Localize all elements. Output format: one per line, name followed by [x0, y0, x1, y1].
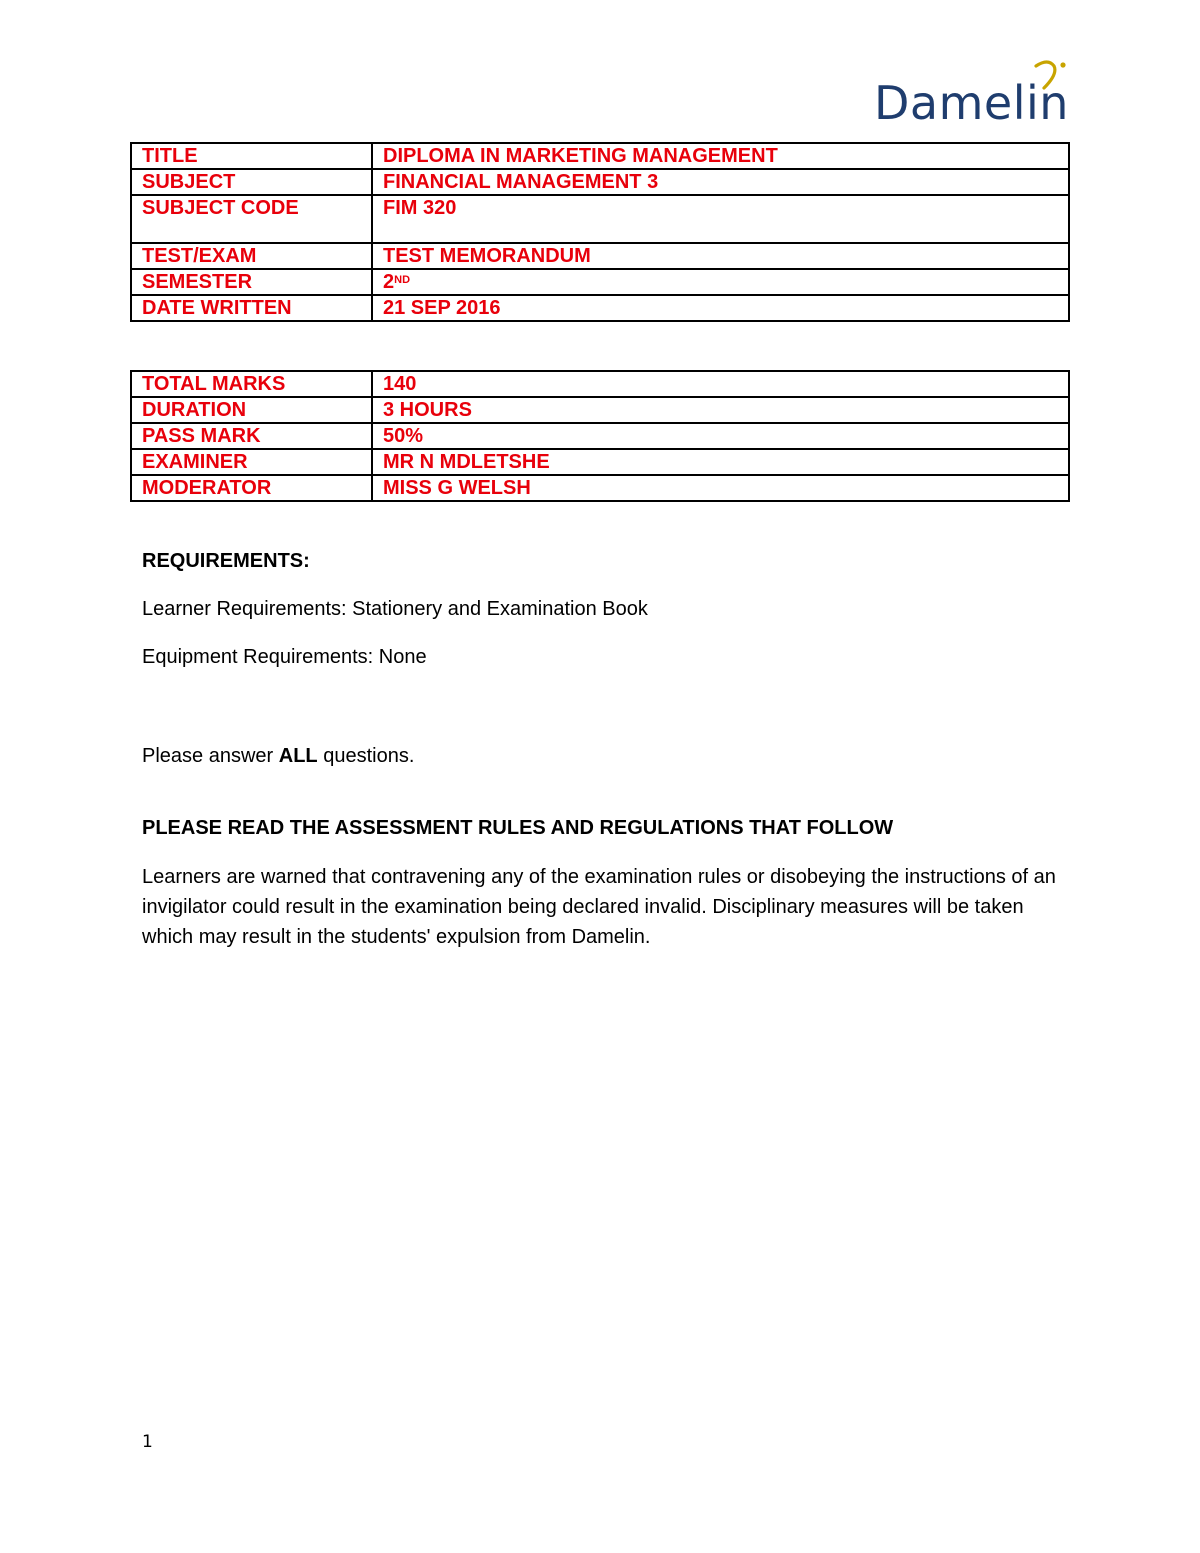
test-exam-label: TEST/EXAM [131, 243, 372, 269]
table-row [131, 295, 1069, 321]
examiner-label: EXAMINER [131, 449, 372, 475]
table-row [131, 371, 1069, 397]
examiner-value: MR N MDLETSHE [372, 449, 1069, 475]
moderator-label: MODERATOR [131, 475, 372, 501]
table-row [131, 449, 1069, 475]
table-row [131, 143, 1069, 169]
table-row [131, 475, 1069, 501]
table-row [131, 423, 1069, 449]
total-marks-label: TOTAL MARKS [131, 371, 372, 397]
date-written-value: 21 SEP 2016 [372, 295, 1069, 321]
moderator-value: MISS G WELSH [372, 475, 1069, 501]
pass-mark-label: PASS MARK [131, 423, 372, 449]
table-row [131, 195, 1069, 243]
test-exam-value: TEST MEMORANDUM [372, 243, 1069, 269]
subject-value: FINANCIAL MANAGEMENT 3 [372, 169, 1069, 195]
instruction-line [142, 741, 414, 771]
rules-heading: PLEASE READ THE ASSESSMENT RULES AND REGULATIONS THAT FOLLOW [142, 817, 894, 839]
instruction-bold: ALL [278, 745, 318, 767]
marks-info-table [130, 370, 1070, 502]
subject-code-value: FIM 320 [372, 195, 1069, 243]
title-label: TITLE [131, 143, 372, 169]
pass-mark-value: 50% [372, 423, 1069, 449]
instruction-after: questions. [317, 745, 415, 767]
total-marks-value: 140 [372, 371, 1069, 397]
page-number: 1 [142, 1432, 153, 1452]
equipment-requirements: Equipment Requirements: None [142, 646, 427, 668]
table-row [131, 397, 1069, 423]
requirements-heading: REQUIREMENTS: [142, 550, 310, 572]
duration-label: DURATION [131, 397, 372, 423]
semester-number: 2 [383, 271, 395, 293]
subject-code-label: SUBJECT CODE [131, 195, 372, 243]
instruction-before: Please answer [142, 745, 279, 767]
logo-text: Damelin [874, 76, 1069, 130]
date-written-label: DATE WRITTEN [131, 295, 372, 321]
table-row [131, 243, 1069, 269]
table-row [131, 269, 1069, 295]
semester-value [372, 269, 1069, 295]
title-value: DIPLOMA IN MARKETING MANAGEMENT [372, 143, 1069, 169]
duration-value: 3 HOURS [372, 397, 1069, 423]
semester-label: SEMESTER [131, 269, 372, 295]
semester-suffix: ND [394, 274, 411, 286]
subject-label: SUBJECT [131, 169, 372, 195]
exam-info-table [130, 142, 1070, 322]
learner-requirements: Learner Requirements: Stationery and Examination Book [142, 598, 648, 620]
table-row [131, 169, 1069, 195]
warning-paragraph: Learners are warned that contravening any of the examination rules or disobeying the instructions of an invigilator could result in the examination being declared invalid. Disciplinary measures will be taken which may result in the students' expulsion from Damelin. [142, 866, 1056, 948]
damelin-logo [870, 58, 1102, 130]
